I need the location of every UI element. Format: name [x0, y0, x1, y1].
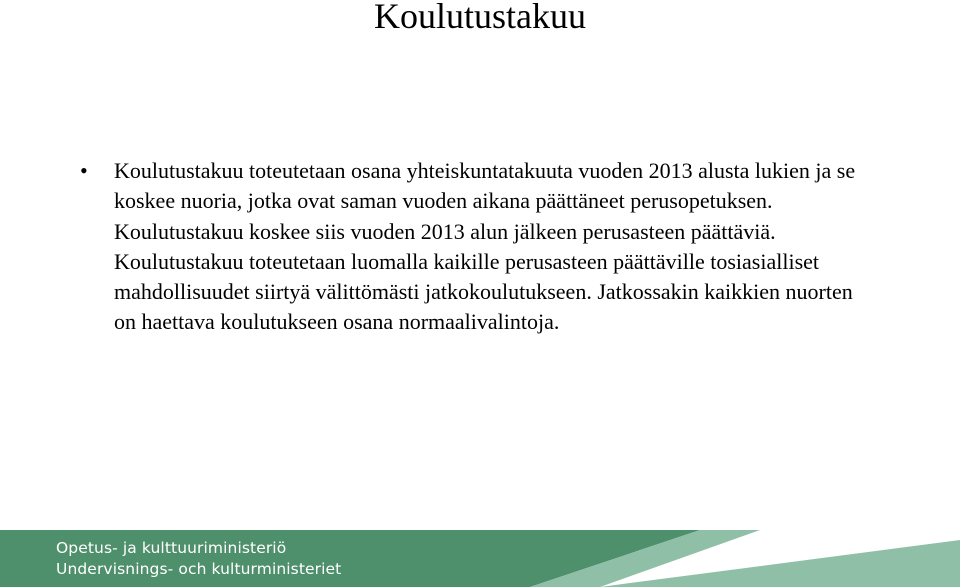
- ministry-name-sv: Undervisnings- och kulturministeriet: [56, 560, 342, 578]
- ministry-name-fi: Opetus- ja kulttuuriministeriö: [56, 539, 287, 557]
- slide-title: Koulutustakuu: [374, 0, 586, 36]
- bullet-item: [80, 156, 870, 338]
- bullet-list: [80, 156, 870, 338]
- ministry-name: [56, 538, 341, 580]
- bullet-text: Koulutustakuu toteutetaan osana yhteiskuntatakuuta vuoden 2013 alusta lukien ja se koskee nuoria, jotka ovat saman vuoden aikana päättäneet perusopetuksen. Koulutustakuu koskee siis vuoden 2013 alun jälkeen perusasteen päättäviä. Koulutustakuu toteutetaan luomalla kaikille perusasteen päättäville tosiasialliset mahdollisuudet siirtyä välittömästi jatkokoulutukseen. Jatkossakin kaikkien nuorten on haettava koulutukseen osana normaalivalintoja.: [114, 158, 856, 335]
- bullet-marker: •: [80, 158, 88, 183]
